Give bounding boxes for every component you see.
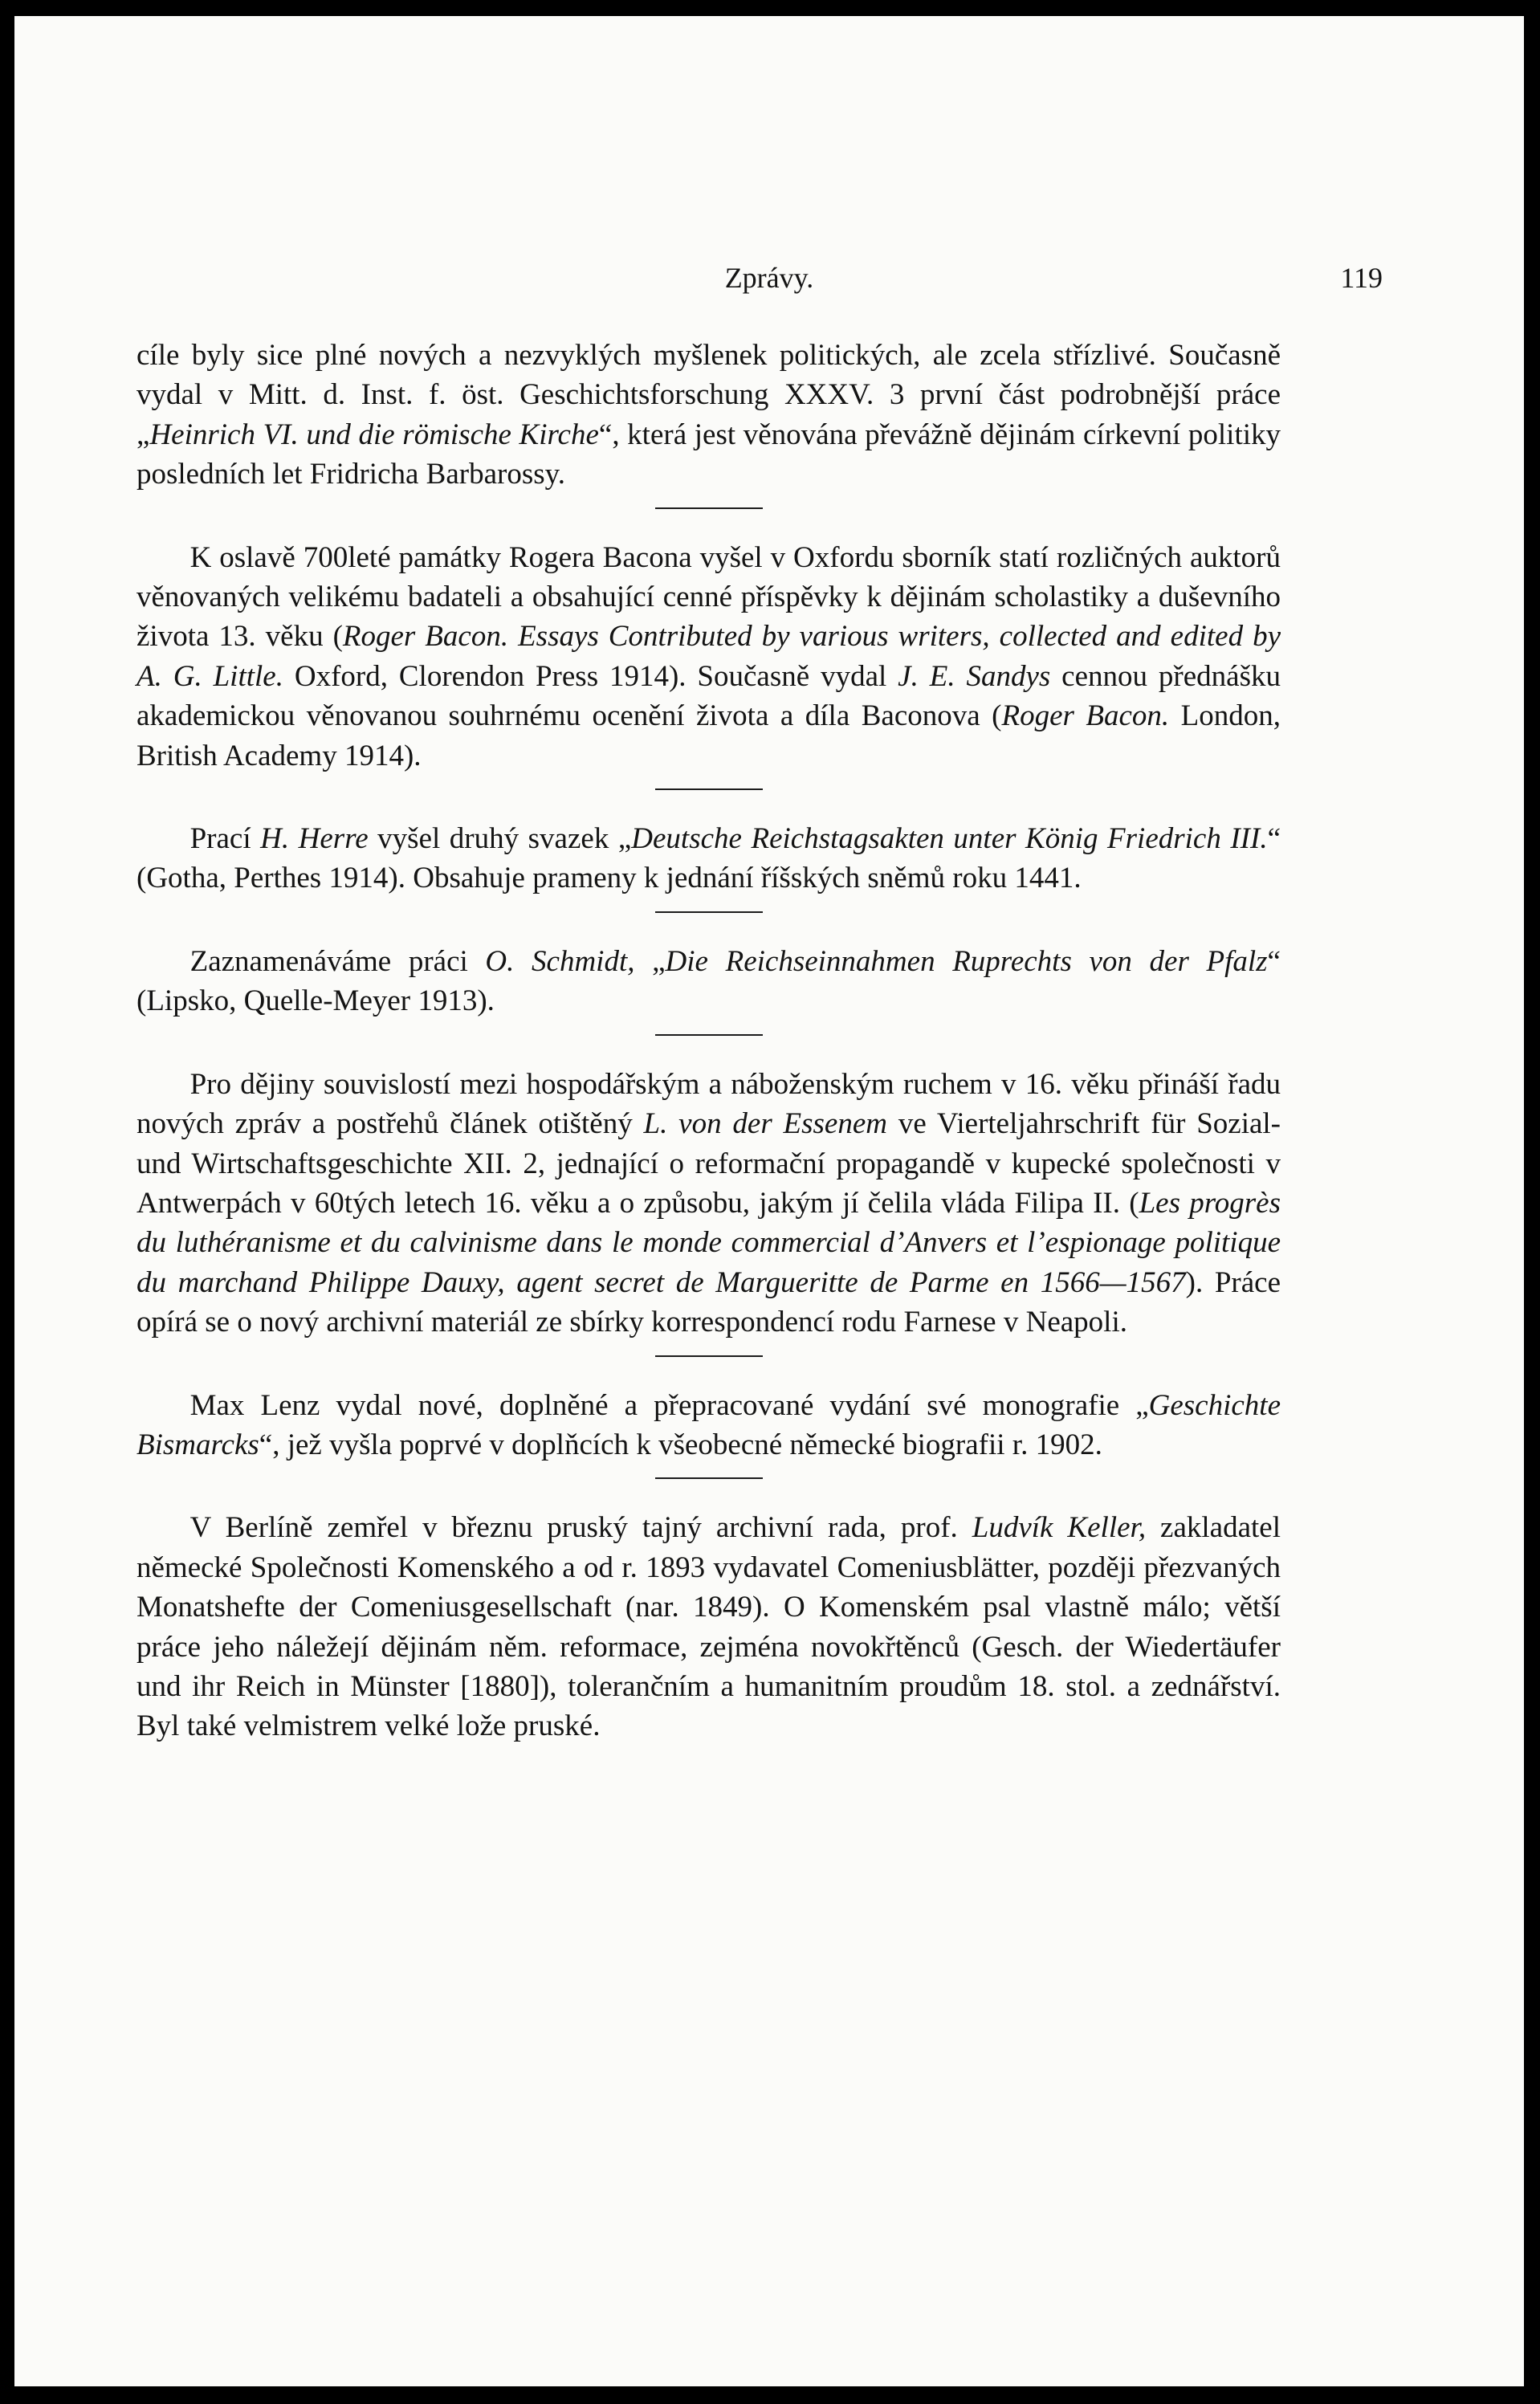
- page-number: 119: [1340, 262, 1383, 294]
- paragraph-continuation: cíle byly sice plné nových a nezvyklých myšlenek politických, ale zcela střízlivé. Současně vydal v Mitt. d. Inst. f. öst. Geschichtsforschung XXXV. 3 první část podrobnější práce „Heinrich VI. und die römische Kirche“, která jest věnována převážně dějinám církevní politiky posledních let Fridricha Barbarossy.: [136, 339, 1281, 491]
- running-header: [14, 261, 1524, 301]
- running-title: Zprávy.: [724, 262, 814, 294]
- section-divider: [655, 788, 763, 790]
- book-page: [14, 16, 1524, 2386]
- paragraph-lenz: Max Lenz vydal nové, doplněné a přepracované vydání své monografie „Geschichte Bismarcks“, jež vyšla poprvé v doplňcích k všeobecné německé biografii r. 1902.: [136, 1388, 1281, 1461]
- section-divider: [655, 1477, 763, 1479]
- paragraph-bacon: K oslavě 700leté památky Rogera Bacona vyšel v Oxfordu sborník statí rozličných auktorů věnovaných velikému badateli a obsahující cenné příspěvky k dějinám scholastiky a duševního života 13. věku (Roger Bacon. Essays Contributed by various writers, collected and edited by A. G. Little. Oxford, Clorendon Press 1914). Současně vydal J. E. Sandys cennou přednášku akademickou věnovanou souhrnému ocenění života a díla Baconova (Roger Bacon. London, British Academy 1914).: [136, 540, 1281, 772]
- paragraph-essenem: Pro dějiny souvislostí mezi hospodářským a náboženským ruchem v 16. věku přináší řadu nových zpráv a postřehů článek otištěný L. von der Essenem ve Vierteljahrschrift für Sozial- und Wirtschaftsgeschichte XII. 2, jednající o reformační propagandě v kupecké společnosti v Antwerpách v 60tých letech 16. věku a o způsobu, jakým jí čelila vláda Filipa II. (Les progrès du luthéranisme et du calvinisme dans le monde commercial d’Anvers et l’espionage politique du marchand Philippe Dauxy, agent secret de Margueritte de Parme en 1566—1567). Práce opírá se o nový archivní materiál ze sbírky korrespondencí rodu Farnese v Neapoli.: [136, 1067, 1281, 1339]
- section-divider: [655, 911, 763, 913]
- paragraph-keller: V Berlíně zemřel v březnu pruský tajný archivní rada, prof. Ludvík Keller, zakladatel německé Společnosti Komenského a od r. 1893 vydavatel Comeniusblätter, později přezvaných Monatshefte der Comeniusgesellschaft (nar. 1849). O Komenském psal vlastně málo; větší práce jeho náležejí dějinám něm. reformace, zejména novokřtěnců (Gesch. der Wiedertäufer und ihr Reich in Münster [1880]), tolerančním a humanitním proudům 18. stol. a zednářství. Byl také velmistrem velké lože pruské.: [136, 1511, 1281, 1743]
- paragraph-schmidt: Zaznamenáváme práci O. Schmidt, „Die Reichseinnahmen Ruprechts von der Pfalz“ (Lipsko, Quelle-Meyer 1913).: [136, 944, 1281, 1018]
- paragraph-herre: Prací H. Herre vyšel druhý svazek „Deutsche Reichstagsakten unter König Friedrich III.“ (Gotha, Perthes 1914). Obsahuje prameny k jednání říšských sněmů roku 1441.: [136, 822, 1281, 895]
- section-divider: [655, 1355, 763, 1357]
- section-divider: [655, 1034, 763, 1036]
- section-divider: [655, 507, 763, 509]
- body-text: [136, 336, 1281, 1746]
